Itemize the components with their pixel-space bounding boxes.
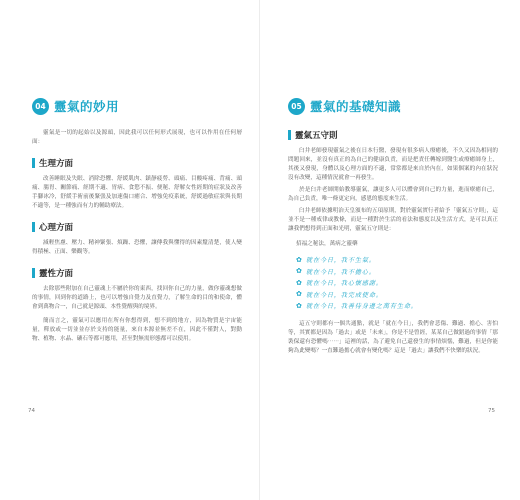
motto-text: 就在今日，我不生氣。	[305, 257, 376, 265]
motto-item	[296, 300, 498, 312]
chapter-number-badge: 05	[288, 98, 305, 115]
chapter-number-badge: 04	[32, 98, 49, 115]
page-number-left: 74	[28, 408, 35, 414]
motto-item	[296, 254, 498, 266]
section-heading-physical	[32, 157, 242, 169]
chapter-heading	[288, 95, 498, 117]
mental-paragraph: 減輕焦慮、壓力、精神緊張、煩躁、恐懼，讓傳我與懂得的因素釐清楚，使人變得積極、正面、樂觀等。	[32, 240, 242, 255]
section-heading-mental	[32, 221, 242, 233]
teaching-paragraph: 於是臼井老師開始教導靈氣，讓更多人可以體會到自己的力量，進而療癒自己，為自己負責，唯一條更定向，感恩的態度來生活。	[288, 187, 498, 202]
right-page	[288, 95, 498, 361]
section-heading-spiritual	[32, 267, 242, 279]
closing-paragraph: 這五守則都有一個共通點，就是「就在今日」，我們會悲傷、難過、擔心、害怕等，其實都是因為「過去」或是「未來」，你是不是曾經，某某自己做錯過的事情「那裝保還有恐懼嗎⋯⋯」這裡的話，為了避免自己還發生的事情煩惱，難過，但是你能夠為此變嗎？一直難過擔心就會有變化嗎？這是「過去」讓我們不快樂的狀況。	[288, 320, 498, 354]
section-marker	[32, 222, 35, 232]
motto-text: 就在今日，我心懷感謝。	[305, 280, 383, 288]
section-title: 靈氣五守則	[295, 131, 338, 141]
motto-item	[296, 266, 498, 278]
book-gutter	[259, 0, 260, 500]
intro-paragraph: 靈氣是一切的起始以及源頭，因此我可以任何形式展現，也可以作用在任何層面：	[32, 130, 242, 145]
flower-icon: ✿	[296, 267, 302, 276]
physical-paragraph: 改善睡眠及失眠、消除恐懼、舒緩肌肉、鎮靜疲勞、頭痛、目酸疼痛、背痛、頭痛、腸胃、關節痛、經期不適、胃病、食慾不振、便秘、舒解女性經期的症狀及改善手腳冰冷，舒緩手術前後緊張及加速傷口癒合、增強免疫系統，舒緩過敏症狀與長期不適等，是一種強而有力的輔助療法。	[32, 176, 242, 209]
flower-icon: ✿	[296, 301, 302, 310]
precepts-paragraph: 臼井老師依據明治天皇頒布的五項原則，對於靈氣實行者給予「靈氣五守則」，這並不是一種戒律或教條，而是一種對於生活的看法和態度以及生活方式，是可以真正讓我們想得到正面和光明，靈氣五守則是：	[288, 208, 498, 232]
section-marker	[32, 158, 35, 168]
section-heading-five-precepts	[288, 129, 498, 141]
section-title: 靈性方面	[39, 269, 74, 279]
section-marker	[288, 130, 291, 140]
summary-paragraph: 簡而言之，靈氣可以應用在所有你想得到，想不到的地方，因為物質是宇宙能量，釋放或一切並並存於支持的能量，來自本源並無差不在，因此不僅對人，對動物、植物、水晶、礦石等都可應用，甚至對無需形態都可以使用。	[32, 318, 242, 342]
flower-icon: ✿	[296, 255, 302, 264]
motto-item	[296, 277, 498, 289]
chapter-title: 靈氣的基礎知識	[310, 99, 402, 114]
history-paragraph: 臼井老師發現靈氣之後在日本行醫，發現有很多病人療癒後，不久又因為相同的問題回來，並沒有真正的為自己的健康負責，而是把責任轉嫁到醫生或療癒師身上，其後又發現，身體以及心理方面的不適，常常都是來自於內在，如果個案的內在狀況沒有改變，這種情況就會一再發生。	[288, 148, 498, 181]
motto-text: 就在今日，我善待身邊之萬有生命。	[305, 303, 418, 311]
motto-text: 就在今日，我完成使命。	[305, 291, 383, 299]
left-page	[32, 95, 242, 349]
section-title: 心理方面	[39, 223, 74, 233]
flower-icon: ✿	[296, 278, 302, 287]
flower-icon: ✿	[296, 290, 302, 299]
motto-text: 就在今日，我不擔心。	[305, 268, 376, 276]
motto-list	[296, 254, 498, 312]
section-title: 生理方面	[39, 159, 74, 169]
section-marker	[32, 268, 35, 278]
motto-item	[296, 289, 498, 301]
chapter-heading	[32, 95, 242, 117]
spiritual-paragraph: 去除那些附加在自己靈魂上不屬於你的東西，找回你自己的力量，做你靈魂想做的事情，回到你的道路上，也可以增強自覺力及直覺力，了解生命的目的和使命，體會到萬物合一，自己就是源頭、本性覺醒與的境界。	[32, 286, 242, 310]
page-number-right: 75	[488, 408, 495, 414]
motto-intro: 招福之秘法，萬病之靈藥	[296, 241, 358, 247]
chapter-title: 靈氣的妙用	[54, 99, 120, 114]
